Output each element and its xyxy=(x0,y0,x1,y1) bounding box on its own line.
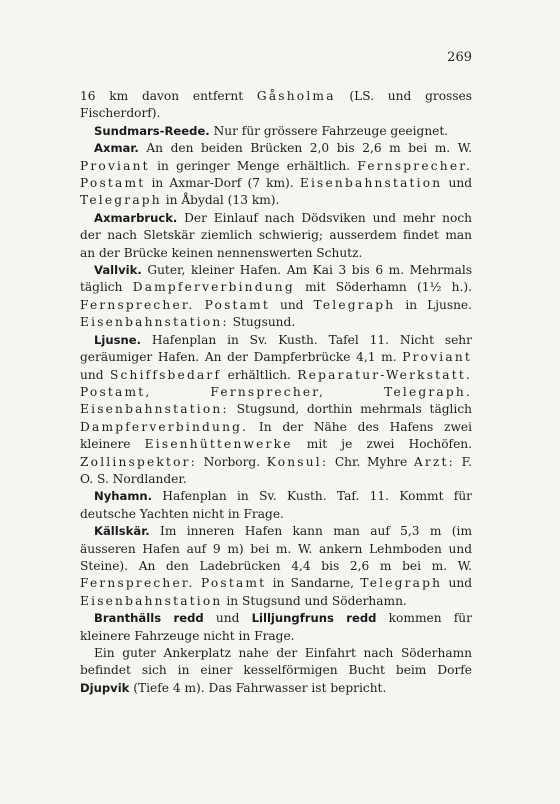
text-run: (Tiefe 4 m). Das Fahrwasser ist bepricht. xyxy=(129,680,387,695)
spaced-term: Schiffsbedarf xyxy=(109,367,222,382)
paragraph xyxy=(80,262,472,332)
text-run: mit Söderhamn (1½ h.). xyxy=(294,280,473,295)
place-name: Branthälls redd xyxy=(94,611,204,626)
spaced-term: Eisenhüttenwerke xyxy=(144,437,293,452)
spaced-term: Telegraph xyxy=(80,193,162,208)
text-run: erhältlich. xyxy=(221,367,298,382)
text-run: und xyxy=(80,367,110,382)
spaced-term: Dampferverbindung. xyxy=(80,419,249,434)
spaced-term: Eisenbahnstation xyxy=(80,593,223,608)
text-run: An den beiden Brücken 2,0 bis 2,6 m bei m. W. xyxy=(138,141,472,156)
spaced-term: Reparatur-Werkstatt. xyxy=(297,367,472,382)
place-name: Djupvik xyxy=(80,680,130,695)
place-name: Axmar. xyxy=(94,141,139,156)
paragraph xyxy=(80,210,472,262)
text-run: in Sandarne, xyxy=(266,576,361,591)
text-run: in geringer Menge erhältlich. xyxy=(149,158,358,173)
text-run: in Stugsund und Söderhamn. xyxy=(222,593,407,608)
text-run: 16 km davon entfernt xyxy=(80,89,257,103)
text-run: Chr. Myhre xyxy=(328,454,414,469)
place-name: Nyhamn. xyxy=(94,489,153,504)
text-run: und xyxy=(269,297,314,312)
spaced-term: Postamt xyxy=(200,576,267,591)
spaced-term: Gåsholma xyxy=(256,89,336,103)
text-run: in Axmar-Dorf (7 km). xyxy=(145,176,300,191)
place-name: Axmarbruck. xyxy=(94,210,178,225)
place-name: Vallvik. xyxy=(94,263,142,278)
place-name: Källskär. xyxy=(94,524,150,539)
paragraph xyxy=(80,332,472,489)
text-run xyxy=(151,385,210,399)
paragraph xyxy=(80,123,472,140)
text-run: Stugsund. xyxy=(228,315,296,330)
body-text xyxy=(80,88,472,697)
spaced-term: Eisenbahnstation: xyxy=(80,402,229,417)
paragraph xyxy=(80,610,472,645)
spaced-term: Postamt xyxy=(204,297,270,312)
text-run: kommen für kleinere Fahrzeuge nicht in Frage. xyxy=(80,611,472,643)
text-run: Norborg. xyxy=(196,454,267,469)
spaced-term: Postamt, xyxy=(80,384,152,399)
text-run: und xyxy=(442,176,473,191)
place-name: Ljusne. xyxy=(94,332,142,347)
spaced-term: Telegraph xyxy=(313,297,396,312)
text-run: Guter, kleiner Hafen. Am Kai 3 bis 6 m. Mehrmals täglich xyxy=(80,263,472,295)
text-run: Nur für grössere Fahrzeuge geeignet. xyxy=(209,123,449,138)
text-run: (LS. und grosses Fischerdorf). xyxy=(80,89,473,121)
page-number: 269 xyxy=(447,50,472,65)
paragraph xyxy=(80,488,472,523)
spaced-term: Proviant xyxy=(80,158,150,173)
spaced-term: Konsul: xyxy=(266,454,329,469)
text-run: und xyxy=(203,611,252,626)
spaced-term: Fernsprecher. xyxy=(357,158,472,173)
paragraph xyxy=(80,645,472,697)
text-run: Der Einlauf nach Dödsviken und mehr noch der nach Sletskär ziemlich schwierig; ausserdem findet man an der Brücke keinen nennenswerten Schutz. xyxy=(80,210,472,260)
spaced-term: Postamt xyxy=(80,176,146,191)
spaced-term: Zollinspektor: xyxy=(80,454,197,469)
text-run: in Åbydal (13 km). xyxy=(161,193,280,208)
text-run: in Ljusne. xyxy=(395,297,473,312)
text-run: Stugsund, dorthin mehrmals täglich xyxy=(228,402,472,417)
text-run: mit je zwei Hochöfen. xyxy=(292,437,473,452)
text-run: Hafenplan in Sv. Kusth. Taf. 11. Kommt für deutsche Yachten nicht in Frage. xyxy=(80,489,472,521)
place-name: Sundmars-Reede. xyxy=(94,123,210,138)
text-run xyxy=(325,385,384,399)
spaced-term: Fernsprecher, xyxy=(210,384,326,399)
spaced-term: Fernsprecher. xyxy=(80,297,195,312)
paragraph xyxy=(80,88,472,123)
place-name: Lilljungfruns redd xyxy=(251,611,377,626)
spaced-term: Arzt: xyxy=(413,454,455,469)
text-run: In der Nähe des Hafens zwei kleinere xyxy=(80,419,472,452)
spaced-term: Telegraph. xyxy=(384,384,473,399)
paragraph xyxy=(80,523,472,610)
spaced-term: Telegraph xyxy=(360,576,443,591)
spaced-term: Proviant xyxy=(402,350,472,365)
spaced-term: Eisenbahnstation xyxy=(299,176,443,191)
spaced-term: Fernsprecher. xyxy=(80,576,195,591)
text-run: Ein guter Ankerplatz nahe der Einfahrt nach Söderhamn befindet sich in einer kesselförmigen Bucht beim Dorfe xyxy=(80,646,472,678)
text-run: Hafenplan in Sv. Kusth. Tafel 11. Nicht sehr geräumiger Hafen. An der Dampferbrücke 4,1 m. xyxy=(80,332,472,365)
text-run: Im inneren Hafen kann man auf 5,3 m (im äusseren Hafen auf 9 m) bei m. W. ankern Lehmboden und Steine). An den Ladebrücken 4,4 bis 2,6 m bei m. W. xyxy=(80,524,472,573)
spaced-term: Dampferverbindung xyxy=(132,280,295,295)
text-run xyxy=(195,298,205,312)
spaced-term: Eisenbahnstation: xyxy=(80,315,229,330)
paragraph xyxy=(80,140,472,210)
text-run: und xyxy=(442,576,472,591)
text-run: F. O. S. Nordlander. xyxy=(80,454,472,486)
